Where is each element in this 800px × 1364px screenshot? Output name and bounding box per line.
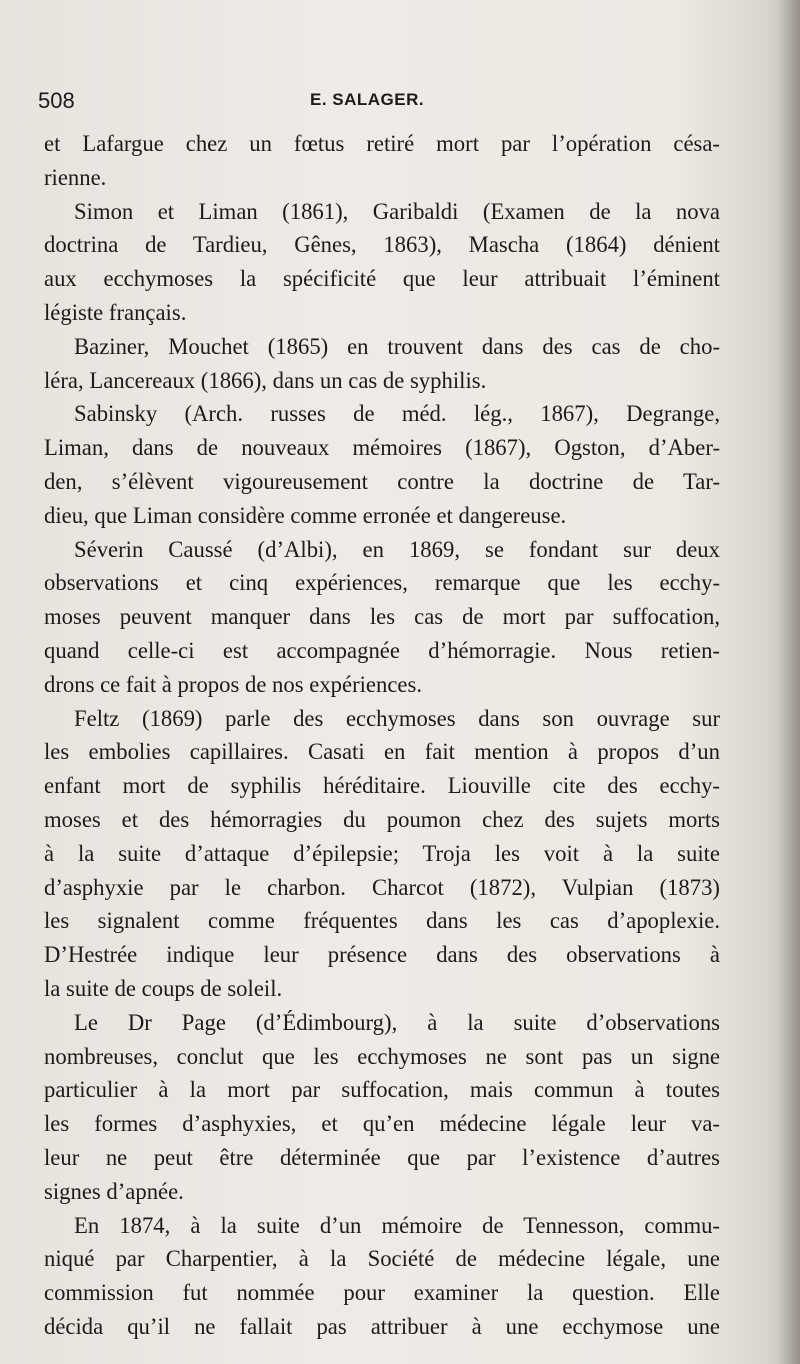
text-line: niqué par Charpentier, à la Société de médecine légale, une [44,1246,720,1272]
text-line: Liman, dans de nouveaux mémoires (1867), Ogston, d’Aber- [44,435,720,461]
text-line: nombreuses, conclut que les ecchymoses ne sont pas un signe [44,1043,720,1069]
text-line: enfant mort de syphilis héréditaire. Liouville cite des ecchy- [44,773,720,799]
paragraph [44,533,720,702]
text-line: la suite de coups de soleil. [44,975,283,1001]
text-line: observations et cinq expériences, remarque que les ecchy- [44,570,720,596]
text-line: et Lafargue chez un fœtus retiré mort par l’opération césa- [44,131,720,156]
page-number: 508 [38,88,75,113]
paragraph [44,127,720,195]
text-line: décida qu’il ne fallait pas attribuer à une ecchymose une [44,1313,720,1339]
text-line: particulier à la mort par suffocation, mais commun à toutes [44,1077,720,1103]
text-line: Sabinsky (Arch. russes de méd. lég., 1867), Degrange, [74,401,720,427]
text-line: à la suite d’attaque d’épilepsie; Troja les voit à la suite [44,840,720,866]
text-line: leur ne peut être déterminée que par l’existence d’autres [44,1144,720,1170]
text-line: En 1874, à la suite d’un mémoire de Tennesson, commu- [74,1212,720,1238]
text-line: d’asphyxie par le charbon. Charcot (1872), Vulpian (1873) [44,874,720,900]
page-header [38,88,718,118]
paragraph [44,397,720,532]
running-head: E. SALAGER. [310,90,425,109]
text-line: doctrina de Tardieu, Gênes, 1863), Mascha (1864) dénient [44,232,720,258]
text-line: les signalent comme fréquentes dans les cas d’apoplexie. [44,908,720,934]
text-line: den, s’élèvent vigoureusement contre la doctrine de Tar- [44,468,720,494]
text-line: les embolies capillaires. Casati en fait mention à propos d’un [44,739,720,765]
text-line: moses et des hémorragies du poumon chez des sujets morts [44,806,720,832]
text-line: moses peuvent manquer dans les cas de mort par suffocation, [44,604,720,630]
text-line: D’Hestrée indique leur présence dans des observations à [44,942,720,968]
paragraph [44,1006,720,1209]
text-line: Séverin Caussé (d’Albi), en 1869, se fondant sur deux [74,536,720,562]
text-line: légiste français. [44,299,187,325]
text-line: signes d’apnée. [44,1178,184,1204]
paragraph [44,330,720,398]
text-line: aux ecchymoses la spécificité que leur attribuait l’éminent [44,266,720,292]
page-gutter-shadow [778,0,800,1364]
text-line: Le Dr Page (d’Édimbourg), à la suite d’observations [74,1009,720,1035]
paragraph [44,1209,720,1344]
paragraph [44,702,720,1006]
text-line: drons ce fait à propos de nos expériences. [44,671,422,697]
text-line: dieu, que Liman considère comme erronée et dangereuse. [44,502,567,528]
text-line: rienne. [44,164,107,190]
text-line: Baziner, Mouchet (1865) en trouvent dans des cas de cho- [74,333,720,359]
text-line: Feltz (1869) parle des ecchymoses dans son ouvrage sur [74,705,720,731]
text-line: commission fut nommée pour examiner la question. Elle [44,1280,720,1306]
text-line: léra, Lancereaux (1866), dans un cas de syphilis. [44,367,487,393]
paragraph [44,195,720,330]
text-line: quand celle-ci est accompagnée d’hémorragie. Nous retien- [44,637,720,663]
body-text [44,127,720,1344]
text-line: les formes d’asphyxies, et qu’en médecine légale leur va- [44,1111,720,1137]
text-line: Simon et Liman (1861), Garibaldi (Examen de la nova [74,198,720,224]
